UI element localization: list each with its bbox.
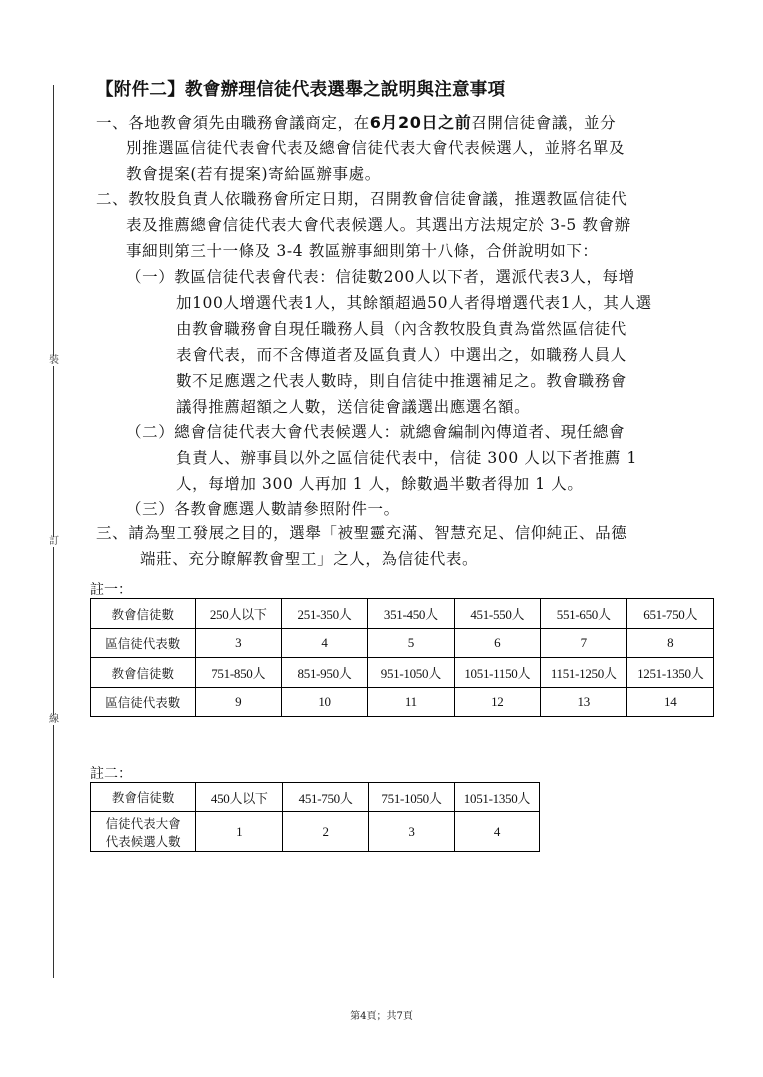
section3-line2: 端莊、充分瞭解教會聖工」之人，為信徒代表。 bbox=[140, 550, 479, 568]
table-cell: 4 bbox=[454, 812, 539, 852]
table-row-header: 區信徒代表數 bbox=[91, 688, 196, 717]
table-row bbox=[91, 629, 714, 658]
table-row bbox=[91, 783, 540, 812]
table-cell: 1051-1350人 bbox=[454, 783, 539, 812]
sub1-line: 議得推薦超額之人數，送信徒會議選出應選名額。 bbox=[176, 398, 531, 416]
section1-line3: 教會提案(若有提案)寄給區辦事處。 bbox=[126, 165, 381, 183]
table-cell: 3 bbox=[369, 812, 455, 852]
table-cell: 1051-1150人 bbox=[454, 658, 540, 688]
table-cell: 551-650人 bbox=[541, 599, 627, 629]
table-cell: 751-850人 bbox=[195, 658, 281, 688]
deadline-date: 6月20日之前 bbox=[369, 113, 472, 132]
table-cell: 8 bbox=[627, 629, 714, 658]
table-cell: 1 bbox=[196, 812, 283, 852]
table-row bbox=[91, 812, 540, 852]
section1-line2: 別推選區信徒代表會代表及總會信徒代表大會代表候選人，並將名單及 bbox=[126, 139, 626, 157]
table-row-header: 信徒代表大會 代表候選人數 bbox=[91, 812, 196, 852]
note2-table bbox=[90, 782, 540, 852]
table-cell: 6 bbox=[454, 629, 540, 658]
sub2-line: 負責人、辦事員以外之區信徒代表中，信徒 300 人以下者推薦 1 bbox=[176, 449, 637, 467]
table-cell: 651-750人 bbox=[627, 599, 714, 629]
sub1-line: 表會代表，而不含傳道者及區負責人）中選出之，如職務人員人 bbox=[176, 346, 627, 364]
sub1-line: 由教會職務會自現任職務人員（內含教牧股負責為當然區信徒代 bbox=[176, 320, 627, 338]
table-cell: 14 bbox=[627, 688, 714, 717]
table-cell: 751-1050人 bbox=[369, 783, 455, 812]
sub1-line: 加100人增選代表1人，其餘額超過50人者得增選代表1人，其人選 bbox=[176, 294, 652, 312]
table-cell: 13 bbox=[541, 688, 627, 717]
sub2-line: 人，每增加 300 人再加 1 人，餘數過半數者得加 1 人。 bbox=[176, 475, 584, 493]
sub2-line: （二）總會信徒代表大會代表候選人：就總會編制內傳道者、現任總會 bbox=[126, 423, 626, 441]
sub1-line: （一）教區信徒代表會代表：信徒數200人以下者，選派代表3人，每增 bbox=[126, 268, 635, 286]
table-row bbox=[91, 658, 714, 688]
section1-line1-pre: 一、各地教會須先由職務會議商定，在 bbox=[96, 114, 370, 132]
table-cell: 351-450人 bbox=[368, 599, 454, 629]
table-cell: 9 bbox=[195, 688, 281, 717]
table-cell: 3 bbox=[195, 629, 281, 658]
table-cell: 7 bbox=[541, 629, 627, 658]
note1-label: 註一： bbox=[90, 582, 132, 598]
table-cell: 5 bbox=[368, 629, 454, 658]
table-cell: 451-550人 bbox=[454, 599, 540, 629]
table-cell: 951-1050人 bbox=[368, 658, 454, 688]
document-title: 【附件二】教會辦理信徒代表選舉之說明與注意事項 bbox=[96, 80, 506, 100]
table-row-header: 區信徒代表數 bbox=[91, 629, 196, 658]
table-row-header: 教會信徒數 bbox=[91, 599, 196, 629]
binding-char-ding: 訂 bbox=[49, 536, 59, 547]
page-footer: 第4頁；共7頁 bbox=[350, 1011, 413, 1022]
table-cell: 1151-1250人 bbox=[541, 658, 627, 688]
note1-table bbox=[90, 598, 714, 717]
table-cell: 250人以下 bbox=[195, 599, 281, 629]
table-row bbox=[91, 599, 714, 629]
table-cell: 4 bbox=[281, 629, 367, 658]
sub3-line: （三）各教會應選人數請參照附件一。 bbox=[126, 500, 400, 518]
binding-char-xian: 線 bbox=[49, 714, 59, 725]
section2-line3: 事細則第三十一條及 3-4 教區辦事細則第十八條，合併說明如下： bbox=[126, 242, 599, 260]
section3-line1: 三、請為聖工發展之目的，選舉「被聖靈充滿、智慧充足、信仰純正、品德 bbox=[96, 524, 628, 542]
section1-line1 bbox=[96, 110, 616, 133]
table-row-header: 教會信徒數 bbox=[91, 658, 196, 688]
table-cell: 851-950人 bbox=[281, 658, 367, 688]
table-cell: 451-750人 bbox=[283, 783, 369, 812]
table-cell: 10 bbox=[281, 688, 367, 717]
section1-line1-post: 召開信徒會議，並分 bbox=[471, 114, 617, 132]
table-cell: 1251-1350人 bbox=[627, 658, 714, 688]
sub1-line: 數不足應選之代表人數時，則自信徒中推選補足之。教會職務會 bbox=[176, 372, 627, 390]
table-row-header: 教會信徒數 bbox=[91, 783, 196, 812]
table-cell: 11 bbox=[368, 688, 454, 717]
table-cell: 450人以下 bbox=[196, 783, 283, 812]
binding-line bbox=[53, 85, 54, 978]
note2-label: 註二： bbox=[90, 766, 132, 782]
binding-char-zhuang: 裝 bbox=[49, 355, 59, 366]
section2-line2: 表及推薦總會信徒代表大會代表候選人。其選出方法規定於 3-5 教會辦 bbox=[126, 216, 631, 234]
section2-line1: 二、教牧股負責人依職務會所定日期，召開教會信徒會議，推選教區信徒代 bbox=[96, 190, 628, 208]
table-cell: 2 bbox=[283, 812, 369, 852]
table-cell: 251-350人 bbox=[281, 599, 367, 629]
table-cell: 12 bbox=[454, 688, 540, 717]
table-row bbox=[91, 688, 714, 717]
